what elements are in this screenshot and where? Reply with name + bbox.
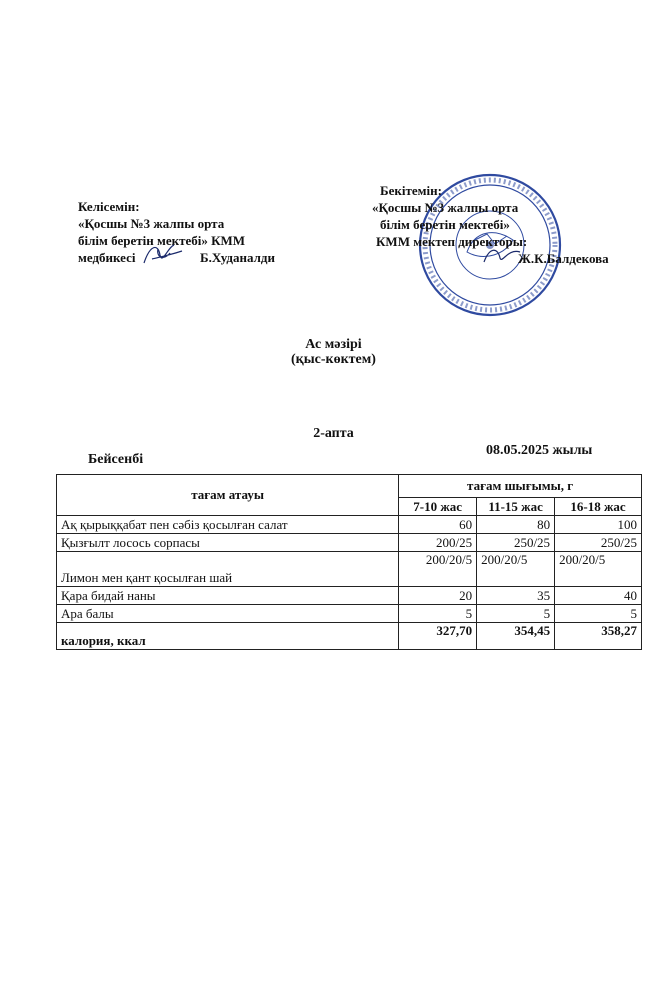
table-row — [57, 534, 642, 552]
yield-7-10: 20 — [399, 587, 477, 605]
dish-name: Ара балы — [57, 605, 399, 623]
agreed-signature — [140, 241, 184, 273]
yield-16-18: 100 — [555, 516, 642, 534]
yield-11-15: 80 — [477, 516, 555, 534]
column-header-age-16-18: 16-18 жас — [555, 498, 642, 516]
column-header-dish-name: тағам атауы — [57, 475, 399, 516]
approved-block — [372, 182, 632, 267]
agreed-block — [78, 198, 308, 266]
weekday-label: Бейсенбі — [88, 452, 144, 467]
yield-16-18: 250/25 — [555, 534, 642, 552]
dish-name: Лимон мен қант қосылған шай — [57, 552, 399, 587]
menu-date: 08.05.2025 жылы — [486, 443, 593, 458]
yield-11-15: 35 — [477, 587, 555, 605]
yield-16-18: 5 — [555, 605, 642, 623]
dish-name: Қара бидай наны — [57, 587, 399, 605]
menu-season: (қыс-көктем) — [291, 352, 376, 367]
agreed-heading: Келісемін: — [78, 199, 140, 214]
approved-org-line3: КММ мектеп директоры: — [376, 234, 528, 249]
menu-week: 2-апта — [313, 426, 354, 441]
yield-7-10: 200/20/5 — [399, 552, 477, 587]
yield-11-15: 5 — [477, 605, 555, 623]
calories-7-10: 327,70 — [399, 623, 477, 650]
dish-name: Қызғылт лосось сорпасы — [57, 534, 399, 552]
yield-11-15: 250/25 — [477, 534, 555, 552]
calories-11-15: 354,45 — [477, 623, 555, 650]
agreed-org-line2: білім беретін мектебі» КММ — [78, 233, 246, 248]
menu-table — [56, 474, 642, 650]
approved-org-line2: білім беретін мектебі» — [380, 217, 510, 232]
column-header-age-11-15: 11-15 жас — [477, 498, 555, 516]
column-header-age-7-10: 7-10 жас — [399, 498, 477, 516]
table-row — [57, 516, 642, 534]
table-row — [57, 552, 642, 587]
agreed-org-line1: «Қосшы №3 жалпы орта — [78, 216, 225, 231]
approved-name: Ж.К.Балдекова — [518, 251, 609, 266]
yield-7-10: 60 — [399, 516, 477, 534]
yield-7-10: 5 — [399, 605, 477, 623]
yield-16-18: 40 — [555, 587, 642, 605]
yield-7-10: 200/25 — [399, 534, 477, 552]
table-row — [57, 587, 642, 605]
approved-heading: Бекітемін: — [380, 183, 442, 198]
table-row — [57, 605, 642, 623]
menu-title: Ас мәзірі — [305, 337, 362, 352]
column-header-yield: тағам шығымы, г — [399, 475, 642, 498]
approved-signature-line — [372, 250, 632, 267]
calorie-label: калория, ккал — [57, 623, 399, 650]
agreed-signature-line — [78, 249, 308, 266]
yield-16-18: 200/20/5 — [555, 552, 642, 587]
calories-16-18: 358,27 — [555, 623, 642, 650]
approved-signature — [482, 244, 522, 272]
agreed-name: Б.Худаналди — [200, 250, 275, 265]
agreed-role: медбикесі — [78, 250, 136, 265]
approved-org-line1: «Қосшы №3 жалпы орта — [372, 200, 519, 215]
yield-11-15: 200/20/5 — [477, 552, 555, 587]
calorie-row — [57, 623, 642, 650]
dish-name: Ақ қырыққабат пен сәбіз қосылған салат — [57, 516, 399, 534]
